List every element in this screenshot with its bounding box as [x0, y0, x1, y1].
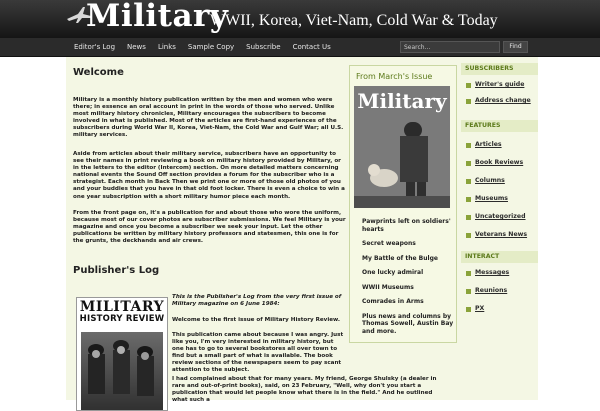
sidebar-link-reunions[interactable]: Reunions: [475, 287, 508, 294]
nav-news[interactable]: News: [127, 43, 146, 51]
bullet-icon: [466, 215, 471, 220]
bullet-icon: [466, 307, 471, 312]
publishers-log-heading: Publisher's Log: [73, 265, 160, 276]
sidebar-link-veterans-news[interactable]: Veterans News: [475, 231, 528, 238]
sidebar-heading-interact: INTERACT: [461, 251, 538, 263]
featured-article[interactable]: Pawprints left on soldiers' hearts: [362, 218, 451, 233]
featured-article[interactable]: Comrades in Arms: [362, 298, 424, 305]
logo-text: Military: [86, 0, 229, 34]
bullet-icon: [466, 161, 471, 166]
soldiers-photo-icon: [81, 332, 163, 411]
nav-links[interactable]: Links: [157, 43, 176, 51]
sidebar-link-messages[interactable]: Messages: [475, 269, 510, 276]
featured-article[interactable]: Secret weapons: [362, 240, 416, 247]
welcome-heading: Welcome: [73, 67, 124, 78]
bullet-icon: [466, 289, 471, 294]
nav-subscribe[interactable]: Subscribe: [246, 43, 281, 51]
review-cover-photo: [81, 332, 163, 411]
sidebar-heading-subscribers: SUBSCRIBERS: [461, 63, 538, 75]
find-button[interactable]: Find: [503, 41, 528, 53]
review-cover-image: [76, 297, 168, 411]
sidebar-link-writers-guide[interactable]: Writer's guide: [475, 81, 525, 88]
site-header: [0, 0, 600, 38]
publishers-log-paragraph-2: This publication came about because I was angry. Just like you, I'm very interested in military history, but one has to go to several bookstores all over town to find but a small part of what is available. The book review sections of the newspapers seem to pay scant attention to the subject.: [172, 332, 344, 374]
cover-photo-icon: [354, 86, 450, 208]
welcome-paragraph-1: Military is a monthly history publication written by the men and women who were there; in essence an oral account in print in the words of those who served. Unlike most military history chronicles, Military encourages the subscribers to become involved in what is published. Most of the articles are first-hand experiences of the subscribers during World War II, Korea, Viet-Nam, the Cold War and Gulf War; all U.S. military services.: [73, 97, 344, 139]
sidebar-link-address-change[interactable]: Address change: [475, 97, 531, 104]
search-input[interactable]: [400, 41, 500, 53]
featured-article[interactable]: WWII Museums: [362, 283, 414, 291]
featured-columns-note: Plus news and columns by Thomas Sowell, Austin Bay and more.: [362, 312, 454, 335]
bullet-icon: [466, 99, 471, 104]
sidebar-link-columns[interactable]: Columns: [475, 177, 505, 184]
review-cover-title: MILITARY: [79, 299, 165, 315]
nav-editors-log[interactable]: Editor's Log: [74, 43, 116, 51]
issue-cover-image[interactable]: [354, 86, 450, 208]
review-cover-subtitle: HISTORY REVIEW: [79, 314, 165, 324]
bullet-icon: [466, 179, 471, 184]
featured-issue-panel: [349, 65, 457, 343]
bullet-icon: [466, 233, 471, 238]
site-tagline: WWII, Korea, Viet-Nam, Cold War & Today: [210, 12, 498, 29]
featured-article[interactable]: My Battle of the Bulge: [362, 254, 438, 262]
publishers-log-paragraph-1: Welcome to the first issue of Military History Review.: [172, 317, 340, 323]
welcome-paragraph-2: Aside from articles about their military service, subscribers have an opportunity to see their names in print reviewing a book on military history provided by Military, or in the letters to the editor (Intercom) section. On more detailed matters concerning national events the Sound Off section provides a forum for the subscriber who is a strategist. Each month in Back Then we print one or more of those old photos of you and your buddies that you have in that old foot locker. There is even a choice to win a one year subscription with a short military humor piece each month.: [73, 151, 345, 200]
nav-bar: [0, 38, 600, 57]
bullet-icon: [466, 197, 471, 202]
publishers-log-paragraph-3: I had complained about that for many years. My friend, George Shulsky (a dealer in rare and out-of-print books), said, on 23 February, "Well, why don't you start a publication that would let people know what there is in the field." And he outlined what such a: [172, 376, 437, 404]
page-body: [0, 57, 600, 404]
featured-article-list: [362, 216, 456, 340]
main-nav: [68, 38, 337, 56]
featured-article[interactable]: One lucky admiral: [362, 269, 424, 276]
bullet-icon: [466, 143, 471, 148]
sidebar-link-uncategorized[interactable]: Uncategorized: [475, 213, 526, 220]
sidebar-link-book-reviews[interactable]: Book Reviews: [475, 159, 524, 166]
nav-sample-copy[interactable]: Sample Copy: [187, 43, 235, 51]
sidebar-link-articles[interactable]: Articles: [475, 141, 502, 148]
featured-issue-title: From March's Issue: [356, 72, 433, 81]
sidebar-heading-features: FEATURES: [461, 120, 538, 132]
sidebar-link-px[interactable]: PX: [475, 305, 485, 312]
bullet-icon: [466, 83, 471, 88]
nav-contact-us[interactable]: Contact Us: [292, 43, 331, 51]
cover-masthead: Military: [357, 89, 447, 113]
site-logo[interactable]: [66, 0, 229, 36]
publishers-log-intro: This is the Publisher's Log from the very first issue of Military magazine on 6 June 1984:: [172, 294, 342, 308]
sidebar-link-museums[interactable]: Museums: [475, 195, 508, 202]
welcome-paragraph-3: From the front page on, it's a publication for and about those who wore the uniform, because most of our cover photos are subscriber submissions. We feel Military is your magazine and once you become a subscriber we seek your input. Let the other publications be written by military history professors and statesmen, this one is for the grunts, the deckhands and air crews.: [73, 210, 346, 245]
bullet-icon: [466, 271, 471, 276]
